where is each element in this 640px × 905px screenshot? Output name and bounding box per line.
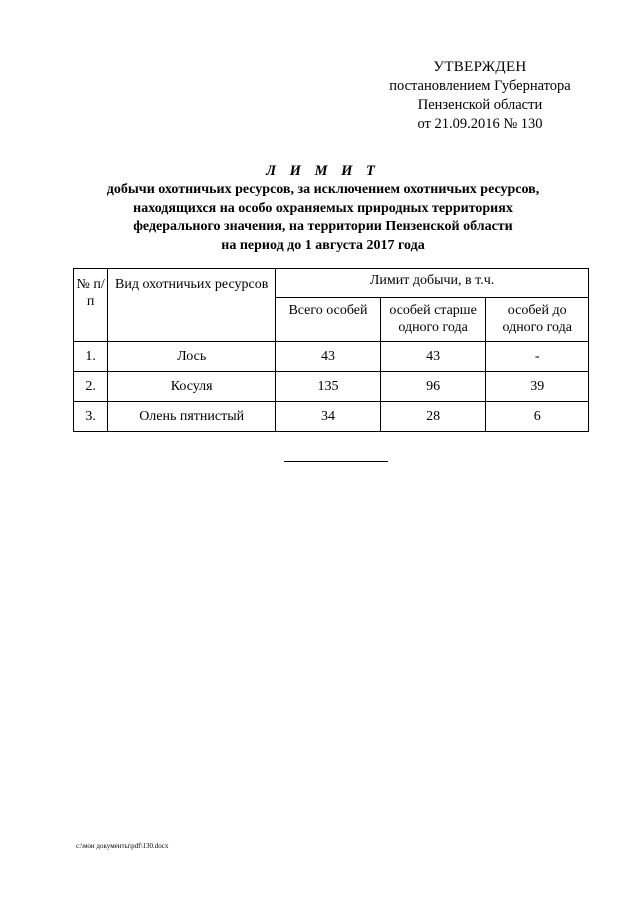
table-row [74,372,589,402]
row-younger: 6 [486,402,589,432]
title-line-1: добычи охотничьих ресурсов, за исключением охотничьих ресурсов, [106,182,540,197]
row-all: 43 [276,342,381,372]
header-resource: Вид охотничьих ресурсов [108,269,276,342]
approval-stamp [362,58,598,134]
closing-rule [284,461,388,462]
approval-line-3: от 21.09.2016 № 130 [417,116,543,132]
row-all: 135 [276,372,381,402]
row-older: 43 [380,342,486,372]
row-resource: Косуля [108,372,276,402]
title-line-4: на период до 1 августа 2017 года [221,237,425,253]
file-path-footer: c:\мои документы\pdf\130.docx [76,842,169,850]
row-older: 96 [380,372,486,402]
row-older: 28 [380,402,486,432]
table-header-row [74,269,589,298]
limits-table [73,268,589,432]
row-younger: - [486,342,589,372]
approval-line-1: постановлением Губернатора [389,78,571,94]
title-line-2: находящихся на особо охраняемых природных территориях [133,200,513,216]
row-resource: Олень пятнистый [108,402,276,432]
title-line-3: федерального значения, на территории Пензенской области [133,219,513,234]
row-younger: 39 [486,372,589,402]
row-resource: Лось [108,342,276,372]
document-title [40,162,606,255]
table-row [74,402,589,432]
row-num: 1. [74,342,108,372]
header-younger: особей до одного года [486,298,589,342]
header-num: № п/п [74,269,108,342]
row-num: 2. [74,372,108,402]
header-all: Всего особей [276,298,381,342]
row-num: 3. [74,402,108,432]
approved-label: УТВЕРЖДЕН [433,59,527,75]
title-heading: Л И М И Т [266,163,380,179]
table-row [74,342,589,372]
header-limit-group: Лимит добычи, в т.ч. [276,269,589,298]
row-all: 34 [276,402,381,432]
approval-line-2: Пензенской области [417,97,543,113]
header-older: особей старше одного года [380,298,486,342]
